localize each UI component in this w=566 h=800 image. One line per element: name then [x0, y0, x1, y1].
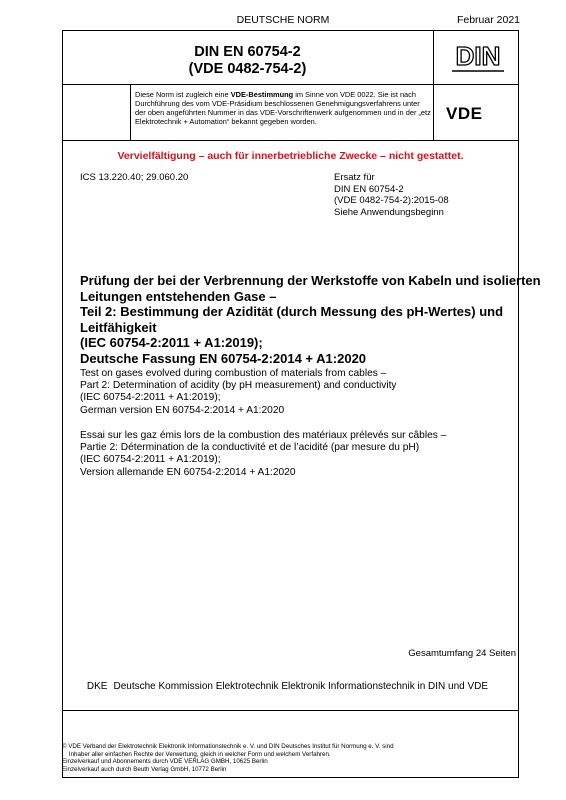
footer-line: © VDE Verband der Elektrotechnik Elektronik Informationstechnik e. V. und DIN Deutsches Institut für Normung e. V. sind [62, 743, 394, 750]
vde-note-text-post: im Sinne von VDE 0022. Sie ist nach Durchführung des vom VDE-Präsidium beschlossenen Genehmigungsverfahrens unter der oben angeführten Nummer in das VDE-Vorschriftenwerk aufgenommen und in der „etz Elektrotechnik + Automation“ bekannt gegeben worden. [135, 90, 431, 126]
document-number-vde: (VDE 0482-754-2) [188, 61, 307, 77]
document-number-din: DIN EN 60754-2 [194, 44, 301, 60]
title-german-line: Leitungen entstehenden Gase – [80, 288, 277, 304]
footer-line: Inhaber aller einfachen Rechte der Verwertung, gleich in welcher Form und welchem Verfahren. [62, 750, 331, 758]
title-german [80, 273, 541, 366]
title-english-line: German version EN 60754-2:2014 + A1:2020 [80, 404, 285, 416]
dke-committee [62, 681, 519, 692]
document-number [62, 44, 433, 78]
title-english-line: (IEC 60754-2:2011 + A1:2019); [80, 392, 221, 404]
title-german-line: (IEC 60754-2:2011 + A1:2019); [80, 335, 263, 350]
title-french-line: (IEC 60754-2:2011 + A1:2019); [80, 454, 221, 466]
title-french-line: Version allemande EN 60754-2:2014 + A1:2020 [80, 466, 296, 478]
vde-regulation-note [135, 90, 431, 126]
din-logo-text: DIN [455, 41, 501, 71]
title-french [80, 430, 512, 479]
footer-line: Einzelverkauf auch durch Beuth Verlag GmbH, 10772 Berlin [62, 765, 227, 773]
total-pages: Gesamtumfang 24 Seiten [408, 648, 516, 659]
replacement-line: Siehe Anwendungsbeginn [334, 206, 444, 218]
title-english-line: Test on gases evolved during combustion of materials from cables – [80, 368, 387, 379]
ics-codes: ICS 13.220.40; 29.060.20 [80, 172, 189, 183]
title-german-line: Leitfähigkeit [80, 319, 157, 335]
publication-date: Februar 2021 [456, 14, 520, 26]
norm-type-label: DEUTSCHE NORM [236, 14, 330, 26]
replacement-line: (VDE 0482-754-2):2015-08 [334, 195, 449, 206]
copyright-footer [62, 743, 522, 773]
replacement-line: DIN EN 60754-2 [334, 183, 404, 195]
title-english [80, 368, 512, 417]
divider-logo-block [62, 140, 519, 141]
footer-line: Einzelverkauf und Abonnements durch VDE VERLAG GMBH, 10625 Berlin [62, 758, 268, 766]
divider-note-left [130, 84, 131, 140]
divider-footer [62, 710, 519, 711]
vde-logo: VDE [446, 104, 483, 123]
title-english-line: Part 2: Determination of acidity (by pH measurement) and conductivity [80, 380, 397, 392]
divider-logo-column [433, 30, 434, 140]
replacement-info [334, 172, 449, 218]
vde-note-text-pre: Diese Norm ist zugleich eine [135, 90, 231, 99]
replacement-line: Ersatz für [334, 172, 375, 183]
dke-full-name: Deutsche Kommission Elektrotechnik Elektronik Informationstechnik in DIN und VDE [113, 681, 489, 692]
title-german-line: Deutsche Fassung EN 60754-2:2014 + A1:2020 [80, 350, 367, 366]
reproduction-notice: Vervielfältigung – auch für innerbetriebliche Zwecke – nicht gestattet. [117, 150, 464, 162]
vde-note-bold: VDE-Bestimmung [230, 90, 294, 99]
title-french-line: Partie 2: Détermination de la conductivité et de l’acidité (par mesure du pH) [80, 442, 420, 454]
title-german-line: Teil 2: Bestimmung der Azidität (durch Messung des pH-Wertes) und [80, 304, 504, 319]
title-french-line: Essai sur les gaz émis lors de la combustion des matériaux prélevés sur câbles – [80, 430, 447, 441]
title-german-line: Prüfung der bei der Verbrennung der Werkstoffe von Kabeln und isolierten [80, 273, 541, 288]
din-logo [446, 38, 510, 78]
dke-abbreviation: DKE [86, 681, 108, 692]
